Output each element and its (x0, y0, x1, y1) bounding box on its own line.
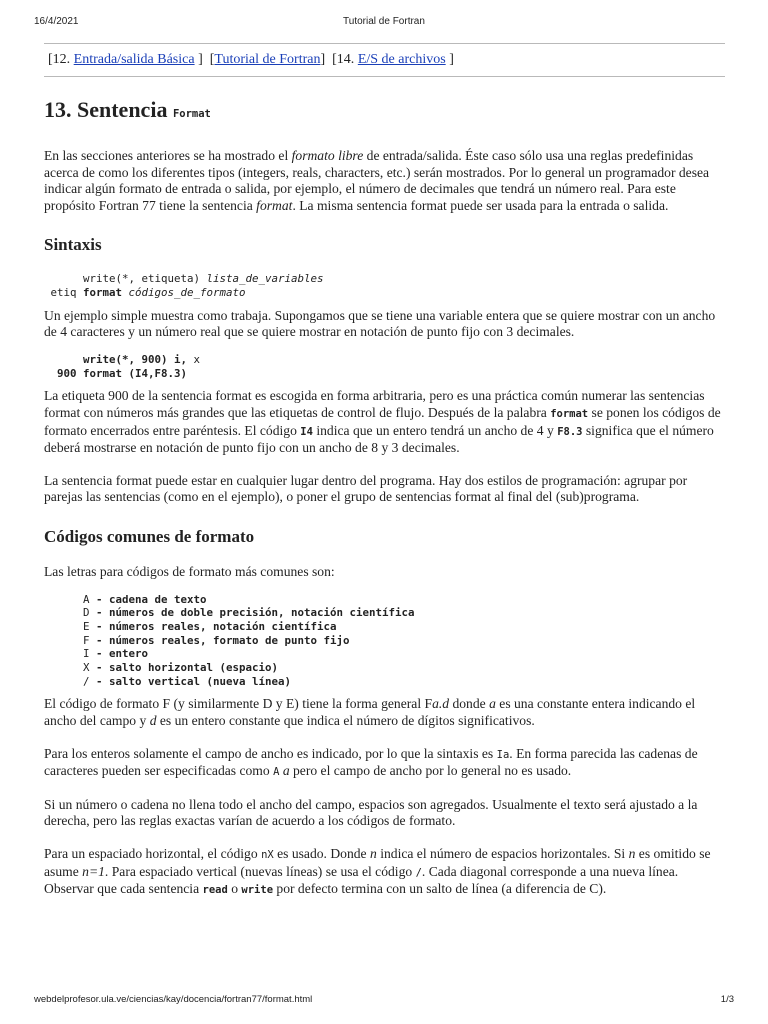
list-item: I - entero (83, 647, 149, 661)
nav-next-link[interactable]: E/S de archivos (357, 52, 446, 67)
section-heading-codigos: Códigos comunes de formato (44, 526, 255, 546)
list-item: F - números reales, formato de punto fijo (83, 633, 350, 647)
explanation-paragraph: La etiqueta 900 de la sentencia format es escogida en forma arbitraria, pero es una práctica común numerar las sentencias format con números más grandes que las etiquetas de control de flujo. Después de la palabra format se ponen los códigos de formato encerrados entre paréntesis. El código I4 indica que un entero tendrá un ancho de 4 y F8.3 significa que el número deberá mostrarse en notación de punto fijo con un ancho de 8 y 3 decimales. (44, 388, 721, 456)
nav-prev-link[interactable]: Entrada/salida Básica (73, 52, 195, 67)
page-content (44, 43, 725, 915)
list-item: / - salto vertical (nueva línea) (83, 674, 292, 688)
print-date: 16/4/2021 (34, 16, 79, 27)
intro-paragraph: En las secciones anteriores se ha mostrado el formato libre de entrada/salida. Éste caso sólo usa una reglas predefinidas acerca de como los diferentes tipos (integers, reals, characters, etc.) serán mostrados. Por lo general un programador desea indicar algún formato de entrada o salida, por ejemplo, el número de decimales que tendrá un número real. Para este propósito Fortran 77 tiene la sentencia format. La misma sentencia format puede ser usada para la entrada o salida. (44, 148, 710, 213)
page-title (44, 96, 725, 128)
format-code-list (44, 593, 725, 689)
page-number: 1/3 (720, 994, 734, 1005)
code-block-example: write(*, 900) i, x 900 format (I4,F8.3) (44, 352, 201, 380)
nav-text: [12. (48, 52, 71, 67)
integer-format-paragraph: Para los enteros solamente el campo de ancho es indicado, por lo que la sintaxis es Ia. En forma parecida las cadenas de caracteres pueden ser especificadas como A a pero el campo de ancho por lo general no es usado. (44, 745, 698, 779)
list-item: X - salto horizontal (espacio) (83, 661, 279, 675)
print-footer (34, 994, 734, 1008)
title-text: 13. Sentencia (44, 97, 168, 122)
spacing-paragraph: Para un espaciado horizontal, el código nX es usado. Donde n indica el número de espacios horizontales. Si n es omitido se asume n=1. Para espaciado vertical (nuevas líneas) se usa el código /. Cada diagonal corresponde a una nueva línea. Observar que cada sentencia read o write por defecto termina con un salto de línea (a diferencia de C). (44, 846, 711, 897)
list-item: D - números de doble precisión, notación científica (83, 606, 415, 620)
print-url: webdelprofesor.ula.ve/ciencias/kay/docencia/fortran77/format.html (34, 994, 313, 1005)
code-block-syntax: write(*, etiqueta) lista_de_variables etiq format códigos_de_formato (44, 272, 324, 300)
divider-bottom (44, 76, 725, 77)
list-item: A - cadena de texto (83, 592, 207, 606)
nav-text: ] (198, 52, 203, 67)
section-heading-sintaxis: Sintaxis (44, 235, 102, 255)
codes-intro: Las letras para códigos de formato más comunes son: (44, 563, 335, 579)
example-paragraph: Un ejemplo simple muestra como trabaja. Supongamos que se tiene una variable entera que se quiere mostrar con un ancho de 4 caracteres y un número real que se quiere mostrar en notación de punto fijo con 3 decimales. (44, 307, 716, 340)
nav-text: [14. (332, 52, 355, 67)
list-item: E - números reales, notación científica (83, 619, 337, 633)
placement-paragraph: La sentencia format puede estar en cualquier lugar dentro del programa. Hay dos estilos de programación: agrupar por parejas las sentencias (como en el ejemplo), o poner el grupo de sentencias format al final del (sub)programa. (44, 472, 688, 505)
title-code: Format (172, 108, 211, 120)
nav-text: ] (449, 52, 454, 67)
nav-index-link[interactable]: Tutorial de Fortran (214, 52, 321, 67)
print-title: Tutorial de Fortran (343, 16, 425, 27)
print-header (34, 16, 734, 30)
f-format-paragraph: El código de formato F (y similarmente D y E) tiene la forma general Fa.d donde a es una constante entera indicando el ancho del campo y d es un entero constante que indica el número de dígitos significativos. (44, 696, 696, 729)
breadcrumb: [12. Entrada/salida Básica ] [Tutorial de Fortran] [14. E/S de archivos ] (48, 52, 454, 67)
nav-text: ] (320, 52, 326, 67)
padding-paragraph: Si un número o cadena no llena todo el ancho del campo, espacios son agregados. Usualmente el texto será ajustado a la derecha, pero las reglas exactas varían de acuerdo a los códigos de formato. (44, 796, 698, 829)
